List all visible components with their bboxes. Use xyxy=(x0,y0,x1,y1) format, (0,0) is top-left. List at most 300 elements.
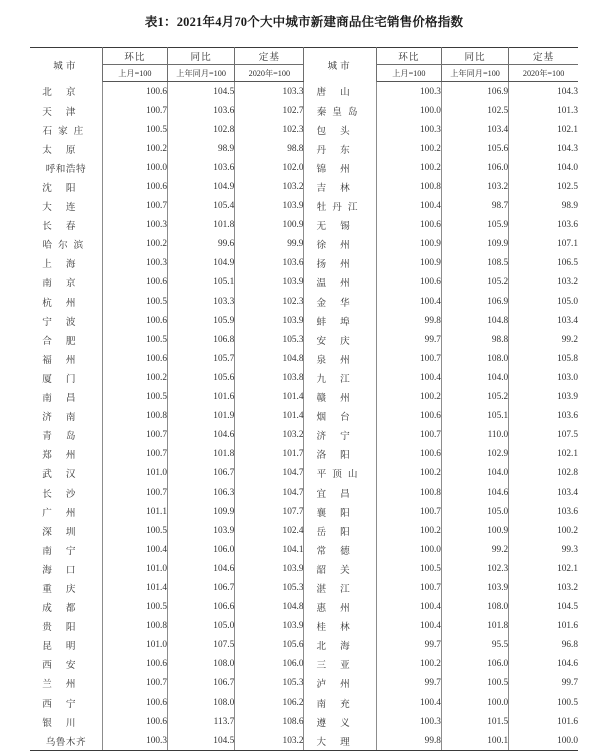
value-base-cell: 107.1 xyxy=(557,239,578,250)
table-row xyxy=(30,101,578,120)
value-yoy-cell: 104.8 xyxy=(441,311,508,330)
value-base-cell: 103.2 xyxy=(235,426,304,445)
value-mom-cell: 100.0 xyxy=(376,540,441,559)
city-name-cell: 济南 xyxy=(30,407,102,426)
value-base-cell: 101.6 xyxy=(557,621,578,632)
table-row xyxy=(30,559,578,578)
value-base-cell: 107.7 xyxy=(235,502,304,521)
city-name-cell: 呼和浩特 xyxy=(30,158,102,177)
value-mom-cell: 100.4 xyxy=(376,292,441,311)
value-yoy-cell: 106.0 xyxy=(441,655,508,674)
value-base-cell: 103.4 xyxy=(557,487,578,498)
value-mom-cell: 100.6 xyxy=(102,693,167,712)
value-base-cell: 104.7 xyxy=(235,483,304,502)
value-yoy-cell: 105.1 xyxy=(167,273,234,292)
city-name-cell: 南昌 xyxy=(30,388,102,407)
value-mom-cell: 100.6 xyxy=(102,177,167,196)
city-name-cell: 杭州 xyxy=(30,292,102,311)
city-name-cell: 常德 xyxy=(304,540,376,559)
value-base-cell: 102.1 xyxy=(557,449,578,460)
value-base-cell: 105.8 xyxy=(557,353,578,364)
city-name-cell: 宜昌 xyxy=(304,483,376,502)
value-base-cell: 100.9 xyxy=(235,216,304,235)
value-yoy-cell: 110.0 xyxy=(441,426,508,445)
table-row xyxy=(30,368,578,387)
city-name-cell: 青岛 xyxy=(30,426,102,445)
value-yoy-cell: 103.3 xyxy=(167,292,234,311)
value-mom-cell: 100.7 xyxy=(102,101,167,120)
value-yoy-cell: 103.9 xyxy=(441,578,508,597)
value-yoy-cell: 106.6 xyxy=(167,598,234,617)
value-mom-cell: 100.0 xyxy=(376,101,441,120)
city-name-cell: 兰州 xyxy=(30,674,102,693)
value-yoy-cell: 100.9 xyxy=(441,521,508,540)
value-mom-cell: 100.4 xyxy=(376,598,441,617)
value-mom-cell: 100.5 xyxy=(102,120,167,139)
city-name-cell: 扬州 xyxy=(304,254,376,273)
value-yoy-cell: 100.1 xyxy=(441,731,508,751)
value-mom-cell: 100.7 xyxy=(376,349,441,368)
value-mom-cell: 100.4 xyxy=(102,540,167,559)
value-yoy-cell: 95.5 xyxy=(441,636,508,655)
city-name-cell: 北京 xyxy=(30,82,102,102)
value-yoy-cell: 98.8 xyxy=(441,330,508,349)
table-row xyxy=(30,197,578,216)
value-base-cell: 102.7 xyxy=(235,101,304,120)
value-yoy-cell: 105.9 xyxy=(441,216,508,235)
value-yoy-cell: 101.8 xyxy=(167,445,234,464)
table-row xyxy=(30,731,578,751)
header-group-base-left: 定基 xyxy=(235,48,304,65)
value-base-cell: 100.2 xyxy=(557,525,578,536)
value-base-cell: 105.6 xyxy=(235,636,304,655)
city-name-cell: 襄阳 xyxy=(304,502,376,521)
value-mom-cell: 100.4 xyxy=(376,197,441,216)
value-mom-cell: 100.0 xyxy=(102,158,167,177)
value-mom-cell: 100.5 xyxy=(102,330,167,349)
table-row xyxy=(30,617,578,636)
city-name-cell: 西安 xyxy=(30,655,102,674)
value-yoy-cell: 106.9 xyxy=(441,292,508,311)
header-group-mom-left: 环比 xyxy=(102,48,167,65)
value-base-cell: 103.6 xyxy=(557,220,578,231)
value-yoy-cell: 105.4 xyxy=(167,197,234,216)
table-row xyxy=(30,502,578,521)
value-base-cell: 102.0 xyxy=(235,158,304,177)
value-mom-cell: 100.7 xyxy=(102,426,167,445)
value-base-cell: 103.9 xyxy=(235,311,304,330)
value-yoy-cell: 103.2 xyxy=(441,177,508,196)
value-yoy-cell: 106.3 xyxy=(167,483,234,502)
value-base-cell: 107.5 xyxy=(557,430,578,441)
value-yoy-cell: 102.8 xyxy=(167,120,234,139)
value-base-cell: 101.4 xyxy=(235,388,304,407)
value-mom-cell: 99.8 xyxy=(376,311,441,330)
value-base-cell: 102.3 xyxy=(235,120,304,139)
value-base-cell: 103.8 xyxy=(235,368,304,387)
value-mom-cell: 100.5 xyxy=(102,388,167,407)
city-name-cell: 重庆 xyxy=(30,578,102,597)
city-name-cell: 成都 xyxy=(30,598,102,617)
value-mom-cell: 100.3 xyxy=(376,712,441,731)
value-mom-cell: 100.6 xyxy=(376,407,441,426)
value-yoy-cell: 106.0 xyxy=(441,158,508,177)
value-base-cell: 104.1 xyxy=(235,540,304,559)
value-yoy-cell: 103.9 xyxy=(167,521,234,540)
value-yoy-cell: 105.0 xyxy=(167,617,234,636)
price-index-table-container xyxy=(30,47,578,751)
value-mom-cell: 100.4 xyxy=(376,617,441,636)
city-name-cell: 昆明 xyxy=(30,636,102,655)
value-mom-cell: 100.6 xyxy=(102,712,167,731)
table-row xyxy=(30,578,578,597)
value-base-cell: 103.9 xyxy=(235,559,304,578)
value-base-cell: 101.7 xyxy=(235,445,304,464)
value-mom-cell: 99.7 xyxy=(376,330,441,349)
value-base-cell: 103.3 xyxy=(235,82,304,102)
city-name-cell: 烟台 xyxy=(304,407,376,426)
value-yoy-cell: 109.9 xyxy=(167,502,234,521)
table-row xyxy=(30,464,578,483)
value-mom-cell: 100.4 xyxy=(376,368,441,387)
value-yoy-cell: 113.7 xyxy=(167,712,234,731)
value-yoy-cell: 101.6 xyxy=(167,388,234,407)
city-name-cell: 丹东 xyxy=(304,139,376,158)
value-yoy-cell: 98.7 xyxy=(441,197,508,216)
header-group-row xyxy=(30,48,578,65)
city-name-cell: 岳阳 xyxy=(304,521,376,540)
value-mom-cell: 100.2 xyxy=(102,235,167,254)
value-yoy-cell: 102.3 xyxy=(441,559,508,578)
value-yoy-cell: 99.2 xyxy=(441,540,508,559)
value-mom-cell: 100.2 xyxy=(102,368,167,387)
table-row xyxy=(30,235,578,254)
value-yoy-cell: 109.9 xyxy=(441,235,508,254)
value-base-cell: 108.6 xyxy=(235,712,304,731)
value-base-cell: 103.9 xyxy=(235,617,304,636)
city-name-cell: 天津 xyxy=(30,101,102,120)
value-base-cell: 96.8 xyxy=(561,640,578,651)
value-mom-cell: 100.5 xyxy=(376,559,441,578)
value-base-cell: 103.9 xyxy=(235,197,304,216)
value-yoy-cell: 105.1 xyxy=(441,407,508,426)
value-yoy-cell: 108.0 xyxy=(167,655,234,674)
table-row xyxy=(30,655,578,674)
value-yoy-cell: 105.6 xyxy=(167,368,234,387)
city-name-cell: 三亚 xyxy=(304,655,376,674)
value-mom-cell: 100.3 xyxy=(102,216,167,235)
value-yoy-cell: 101.8 xyxy=(441,617,508,636)
value-mom-cell: 100.7 xyxy=(376,578,441,597)
value-yoy-cell: 101.8 xyxy=(167,216,234,235)
city-name-cell: 上海 xyxy=(30,254,102,273)
city-name-cell: 金华 xyxy=(304,292,376,311)
value-yoy-cell: 98.9 xyxy=(167,139,234,158)
value-yoy-cell: 106.9 xyxy=(441,82,508,102)
value-yoy-cell: 103.4 xyxy=(441,120,508,139)
city-name-cell: 吉林 xyxy=(304,177,376,196)
city-name-cell: 海口 xyxy=(30,559,102,578)
value-mom-cell: 100.6 xyxy=(102,655,167,674)
value-base-cell: 102.1 xyxy=(557,124,578,135)
value-mom-cell: 99.8 xyxy=(376,731,441,751)
value-mom-cell: 100.6 xyxy=(102,273,167,292)
value-base-cell: 106.5 xyxy=(557,258,578,269)
value-base-cell: 105.3 xyxy=(235,330,304,349)
table-body xyxy=(30,82,578,751)
value-mom-cell: 100.8 xyxy=(102,617,167,636)
value-yoy-cell: 105.2 xyxy=(441,388,508,407)
value-mom-cell: 100.3 xyxy=(102,731,167,751)
city-name-cell: 合肥 xyxy=(30,330,102,349)
value-yoy-cell: 106.0 xyxy=(167,540,234,559)
value-base-cell: 102.5 xyxy=(557,182,578,193)
value-yoy-cell: 105.9 xyxy=(167,311,234,330)
header-city-right: 城市 xyxy=(304,48,376,82)
value-mom-cell: 101.0 xyxy=(102,464,167,483)
city-name-cell: 长沙 xyxy=(30,483,102,502)
value-base-cell: 104.0 xyxy=(557,162,578,173)
value-base-cell: 99.9 xyxy=(235,235,304,254)
table-row xyxy=(30,254,578,273)
city-name-cell: 洛阳 xyxy=(304,445,376,464)
value-yoy-cell: 104.6 xyxy=(167,559,234,578)
city-name-cell: 南充 xyxy=(304,693,376,712)
value-yoy-cell: 108.0 xyxy=(441,349,508,368)
city-name-cell: 韶关 xyxy=(304,559,376,578)
table-row xyxy=(30,445,578,464)
value-mom-cell: 100.9 xyxy=(376,254,441,273)
header-sub-yoy-right: 上年同月=100 xyxy=(441,65,508,82)
value-base-cell: 104.6 xyxy=(557,659,578,670)
value-mom-cell: 101.0 xyxy=(102,636,167,655)
value-base-cell: 106.2 xyxy=(235,693,304,712)
table-row xyxy=(30,273,578,292)
value-mom-cell: 99.7 xyxy=(376,674,441,693)
value-yoy-cell: 108.0 xyxy=(167,693,234,712)
value-yoy-cell: 108.0 xyxy=(441,598,508,617)
city-name-cell: 郑州 xyxy=(30,445,102,464)
value-yoy-cell: 104.6 xyxy=(441,483,508,502)
city-name-cell: 银川 xyxy=(30,712,102,731)
value-mom-cell: 101.1 xyxy=(102,502,167,521)
value-base-cell: 99.2 xyxy=(561,334,578,345)
city-name-cell: 哈尔滨 xyxy=(30,235,102,254)
page-title: 表1：2021年4月70个大中城市新建商品住宅销售价格指数 xyxy=(144,15,464,29)
value-base-cell: 104.8 xyxy=(235,349,304,368)
city-name-cell: 北海 xyxy=(304,636,376,655)
value-base-cell: 98.9 xyxy=(561,201,578,212)
table-row xyxy=(30,330,578,349)
value-mom-cell: 100.3 xyxy=(102,254,167,273)
city-name-cell: 牡丹江 xyxy=(304,197,376,216)
table-row xyxy=(30,388,578,407)
table-row xyxy=(30,483,578,502)
table-row xyxy=(30,292,578,311)
city-name-cell: 无锡 xyxy=(304,216,376,235)
city-name-cell: 沈阳 xyxy=(30,177,102,196)
value-yoy-cell: 100.5 xyxy=(441,674,508,693)
header-sub-mom-left: 上月=100 xyxy=(102,65,167,82)
value-mom-cell: 100.7 xyxy=(376,426,441,445)
value-yoy-cell: 104.5 xyxy=(167,731,234,751)
value-mom-cell: 100.5 xyxy=(102,292,167,311)
city-name-cell: 南宁 xyxy=(30,540,102,559)
value-base-cell: 106.0 xyxy=(235,655,304,674)
value-base-cell: 103.9 xyxy=(557,392,578,403)
value-mom-cell: 100.2 xyxy=(376,655,441,674)
table-row xyxy=(30,426,578,445)
header-sub-base-left: 2020年=100 xyxy=(235,65,304,82)
header-sub-mom-right: 上月=100 xyxy=(376,65,441,82)
value-yoy-cell: 107.5 xyxy=(167,636,234,655)
value-yoy-cell: 103.6 xyxy=(167,101,234,120)
table-row xyxy=(30,216,578,235)
value-yoy-cell: 104.9 xyxy=(167,254,234,273)
header-sub-yoy-left: 上年同月=100 xyxy=(167,65,234,82)
header-city-left: 城市 xyxy=(30,48,102,82)
header-group-mom-right: 环比 xyxy=(376,48,441,65)
value-base-cell: 100.0 xyxy=(509,731,578,751)
city-name-cell: 秦皇岛 xyxy=(304,101,376,120)
table-row xyxy=(30,407,578,426)
city-name-cell: 徐州 xyxy=(304,235,376,254)
value-yoy-cell: 101.5 xyxy=(441,712,508,731)
value-mom-cell: 100.6 xyxy=(102,349,167,368)
city-name-cell: 泉州 xyxy=(304,349,376,368)
value-base-cell: 103.6 xyxy=(557,411,578,422)
value-mom-cell: 100.7 xyxy=(376,502,441,521)
value-base-cell: 104.8 xyxy=(235,598,304,617)
city-name-cell: 长春 xyxy=(30,216,102,235)
value-mom-cell: 101.4 xyxy=(102,578,167,597)
value-base-cell: 103.2 xyxy=(557,277,578,288)
value-mom-cell: 100.9 xyxy=(376,235,441,254)
value-base-cell: 105.0 xyxy=(557,296,578,307)
city-name-cell: 济宁 xyxy=(304,426,376,445)
value-yoy-cell: 106.7 xyxy=(167,578,234,597)
value-mom-cell: 100.6 xyxy=(376,445,441,464)
table-header xyxy=(30,48,578,82)
table-row xyxy=(30,712,578,731)
city-name-cell: 深圳 xyxy=(30,521,102,540)
value-base-cell: 101.3 xyxy=(557,105,578,116)
table-row xyxy=(30,82,578,102)
value-yoy-cell: 105.0 xyxy=(441,502,508,521)
value-base-cell: 103.2 xyxy=(235,177,304,196)
city-name-cell: 宁波 xyxy=(30,311,102,330)
value-base-cell: 102.4 xyxy=(235,521,304,540)
value-mom-cell: 100.6 xyxy=(102,311,167,330)
city-name-cell: 福州 xyxy=(30,349,102,368)
value-mom-cell: 100.6 xyxy=(102,82,167,102)
city-name-cell: 西宁 xyxy=(30,693,102,712)
city-name-cell: 石家庄 xyxy=(30,120,102,139)
price-index-table xyxy=(30,47,578,751)
value-base-cell: 104.3 xyxy=(557,143,578,154)
city-name-cell: 泸州 xyxy=(304,674,376,693)
table-row xyxy=(30,598,578,617)
value-base-cell: 102.1 xyxy=(557,563,578,574)
value-mom-cell: 100.2 xyxy=(376,388,441,407)
value-base-cell: 99.3 xyxy=(561,544,578,555)
value-mom-cell: 100.7 xyxy=(102,483,167,502)
city-name-cell: 赣州 xyxy=(304,388,376,407)
value-base-cell: 103.2 xyxy=(235,731,304,751)
value-mom-cell: 100.8 xyxy=(376,483,441,502)
table-row xyxy=(30,311,578,330)
value-yoy-cell: 102.5 xyxy=(441,101,508,120)
value-base-cell: 103.4 xyxy=(557,315,578,326)
value-base-cell: 98.8 xyxy=(235,139,304,158)
city-name-cell: 温州 xyxy=(304,273,376,292)
value-base-cell: 102.3 xyxy=(235,292,304,311)
city-name-cell: 厦门 xyxy=(30,368,102,387)
value-mom-cell: 100.2 xyxy=(376,464,441,483)
value-base-cell: 103.6 xyxy=(235,254,304,273)
value-base-cell: 105.3 xyxy=(235,674,304,693)
city-name-cell: 蚌埠 xyxy=(304,311,376,330)
city-name-cell: 惠州 xyxy=(304,598,376,617)
table-row xyxy=(30,674,578,693)
value-yoy-cell: 104.0 xyxy=(441,368,508,387)
table-row xyxy=(30,693,578,712)
table-row xyxy=(30,540,578,559)
value-base-cell: 101.4 xyxy=(235,407,304,426)
value-base-cell: 104.5 xyxy=(557,602,578,613)
table-row xyxy=(30,521,578,540)
value-yoy-cell: 101.9 xyxy=(167,407,234,426)
value-mom-cell: 100.4 xyxy=(376,693,441,712)
value-mom-cell: 100.3 xyxy=(376,120,441,139)
value-mom-cell: 100.6 xyxy=(376,216,441,235)
city-name-cell: 武汉 xyxy=(30,464,102,483)
city-name-cell: 大理 xyxy=(304,731,376,751)
value-mom-cell: 100.2 xyxy=(102,139,167,158)
value-base-cell: 100.5 xyxy=(557,697,578,708)
value-mom-cell: 101.0 xyxy=(102,559,167,578)
header-group-base-right: 定基 xyxy=(509,48,578,65)
table-row xyxy=(30,120,578,139)
value-mom-cell: 100.2 xyxy=(376,521,441,540)
value-yoy-cell: 108.5 xyxy=(441,254,508,273)
value-yoy-cell: 104.6 xyxy=(167,426,234,445)
value-yoy-cell: 106.7 xyxy=(167,674,234,693)
city-name-cell: 锦州 xyxy=(304,158,376,177)
header-group-yoy-left: 同比 xyxy=(167,48,234,65)
value-mom-cell: 100.8 xyxy=(102,407,167,426)
value-yoy-cell: 103.6 xyxy=(167,158,234,177)
header-sub-base-right: 2020年=100 xyxy=(509,65,578,82)
value-mom-cell: 100.2 xyxy=(376,139,441,158)
city-name-cell: 贵阳 xyxy=(30,617,102,636)
city-name-cell: 太原 xyxy=(30,139,102,158)
city-name-cell: 大连 xyxy=(30,197,102,216)
value-yoy-cell: 105.7 xyxy=(167,349,234,368)
city-name-cell: 安庆 xyxy=(304,330,376,349)
city-name-cell: 九江 xyxy=(304,368,376,387)
value-mom-cell: 100.2 xyxy=(376,158,441,177)
city-name-cell: 唐山 xyxy=(304,82,376,102)
city-name-cell: 湛江 xyxy=(304,578,376,597)
city-name-cell: 乌鲁木齐 xyxy=(30,731,102,751)
table-row xyxy=(30,636,578,655)
table-row xyxy=(30,139,578,158)
value-mom-cell: 100.6 xyxy=(376,273,441,292)
city-name-cell: 广州 xyxy=(30,502,102,521)
value-mom-cell: 100.3 xyxy=(376,82,441,102)
value-yoy-cell: 99.6 xyxy=(167,235,234,254)
